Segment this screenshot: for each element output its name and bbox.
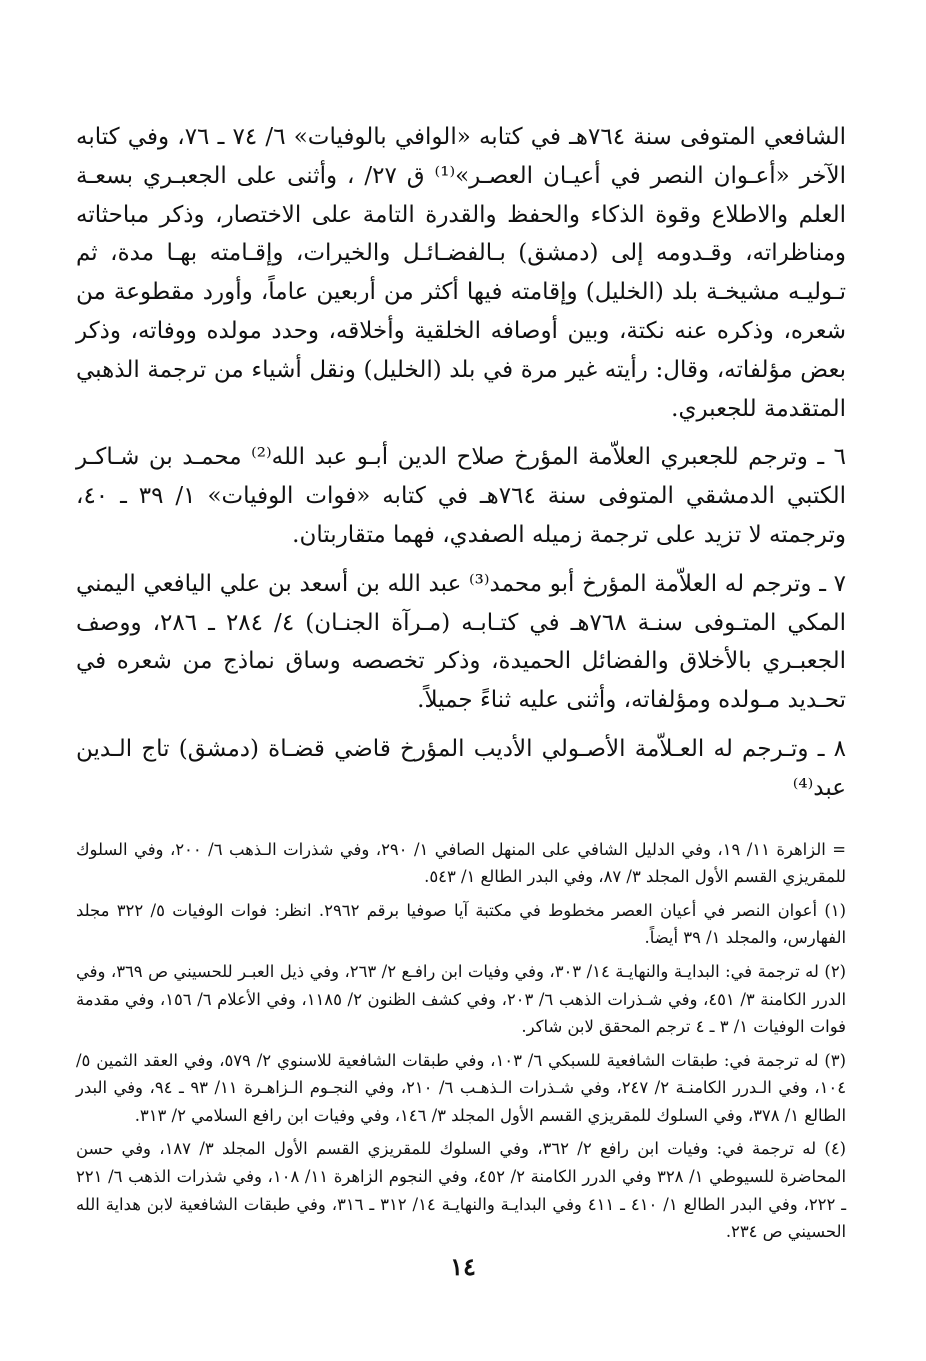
footnote-text: الزاهرة ١١/ ١٩، وفي الدليل الشافي على المنهل الصافي ١/ ٢٩٠، وفي شذرات الـذهب ٦/ ٢٠٠، وفي السلوك للمقريزي القسم الأول المجلد ٣/ ٨٧، وفي البدر الطالع ١/ ٥٤٣. [76,839,846,887]
footnote-text: له ترجمة في: وفيات ابن رافع ٢/ ٣٦٢، وفي السلوك للمقريزي القسم الأول المجلد ٣/ ١٨٧، وفي حسن المحاضرة للسيوطي ١/ ٣٢٨ وفي الدرر الكامنة ٢/ ٤٥٢، وفي النجوم الزاهرة ١١/ ١٠٨، وفي شذرات الذهب ٦/ ٢٢١ ـ ٢٢٢، وفي البدر الطالع ١/ ٤١٠ ـ ٤١١ وفي البدايـة والنهايـة ١٤/ ٣١٢ ـ ٣١٦، وفي طبقات الشافعية لابن هداية الله الحسيني ص ٢٣٤. [76,1139,847,1242]
footnote-continuation [76,836,846,891]
footnotes [76,836,846,1246]
footnote-marker: (٣) [824,1050,846,1070]
list-item-number: ٦ ـ [817,444,846,471]
footnote-text: أعوان النصر في أعيان العصر مخطوط في مكتبة آيا صوفيا برقم ٢٩٦٢. انظر: فوات الوفيات ٥/ ٣٢٢ مجلد الفهارس، والمجلد ١/ ٣٩ أيضاً. [76,900,846,948]
page-number: ١٤ [450,1252,476,1281]
list-item-7 [76,565,846,720]
list-item-text: وترجم له العلاّمة المؤرخ أبو محمد⁽³⁾ عبد الله بن أسعد بن علي اليافعي اليمني المكي المتـوفى سنـة ٧٦٨هـ في كتـابـه (مـرآة الجنـان) ٤/ ٢٨٤ ـ ٢٨٦، ووصف الجعبـري بالأخلاق والفضائل الحميدة، وذكر تخصصه وساق نماذج من شعره في تحـديد مـولده ومؤلفاته، وأثنى عليه ثناءً جميلاً. [76,570,846,714]
list-item-8 [76,730,846,808]
footnote-2 [76,958,846,1041]
footnote-marker: (١) [824,900,846,920]
footnote-marker: (٢) [824,961,847,981]
footnote-marker: = [832,839,846,859]
footnote-4 [76,1135,846,1245]
page-body [76,118,846,1318]
list-item-text: وتـرجم له العـلاّمة الأصـولي الأديب المؤرخ قاضي قضـاة (دمشق) تاج الـدين عبد⁽⁴⁾ [76,735,846,801]
list-item-number: ٧ ـ [819,570,847,597]
opening-paragraph: الشافعي المتوفى سنة ٧٦٤هـ في كتابه «الوافي بالوفيات» ٦/ ٧٤ ـ ٧٦، وفي كتابه الآخر «أعـوان النصر في أعيـان العصـر»⁽¹⁾ ق ٢٧/ ، وأثنى على الجعبـري بسعـة العلم والاطلاع وقوة الذكاء والحفظ والقدرة التامة على الاختصار، وذكر مباحثاته ومناظراته، وقـدومه إلى (دمشق) بـالفضـائـل والخيرات، وإقـامته بهـا مدة، ثم تـوليـه مشيخـة بلد (الخليل) وإقامته فيها أكثر من أربعين عاماً، وأورد مقطوعة من شعره، وذكره عنه نكتة، وبين أوصافه الخلقية وأخلاقه، وحدد مولده ووفاته، وذكر بعض مؤلفاته، وقال: رأيته غير مرة في بلد (الخليل) ونقل أشياء من ترجمة الذهبي المتقدمة للجعبري. [76,124,847,422]
list-item-number: ٨ ـ [817,735,846,762]
footnote-text: له ترجمة في: البدايـة والنهايـة ١٤/ ٣٠٣، وفي وفيات ابن رافـع ٢/ ٢٦٣، وفي ذيل العبـر للحسيني ص ٣٦٩، وفي الدرر الكامنة ٣/ ٤٥١، وفي شـذرات الذهب ٦/ ٢٠٣، وفي كشف الظنون ٢/ ١١٨٥، وفي الأعلام ٦/ ١٥٦، وفي مقدمة فوات الوفيات ١/ ٣ ـ ٤ ترجم المحقق لابن شاكر. [76,961,846,1037]
footnote-text: له ترجمة في: طبقات الشافعية للسبكي ٦/ ١٠٣، وفي طبقات الشافعية للاسنوي ٢/ ٥٧٩، وفي العقد الثمين ٥/ ١٠٤، وفي الـدرر الكامنـة ٢/ ٢٤٧، وفي شـذرات الـذهـب ٦/ ٢١٠، وفي النجـوم الـزاهـرة ١١/ ٩٣ ـ ٩٤، وفي البدر الطالع ١/ ٣٧٨، وفي السلوك للمقريزي القسم الأول المجلد ٣/ ١٤٦، وفي وفيات ابن رافع السلامي ٢/ ٣١٣. [76,1050,847,1125]
footnote-1 [76,897,846,952]
list-item-6 [76,438,846,554]
list-item-text: وترجم للجعبري العلاّمة المؤرخ صلاح الدين أبـو عبد الله⁽²⁾ محمـد بن شـاكـر الكتبي الدمشقي المتوفى سنة ٧٦٤هـ في كتابه «فوات الوفيات» ١/ ٣٩ ـ ٤٠، وترجمته لا تزيد على ترجمة زميله الصفدي، فهما متقاربتان. [76,444,847,548]
footnote-marker: (٤) [824,1139,847,1159]
footnote-3 [76,1047,846,1130]
